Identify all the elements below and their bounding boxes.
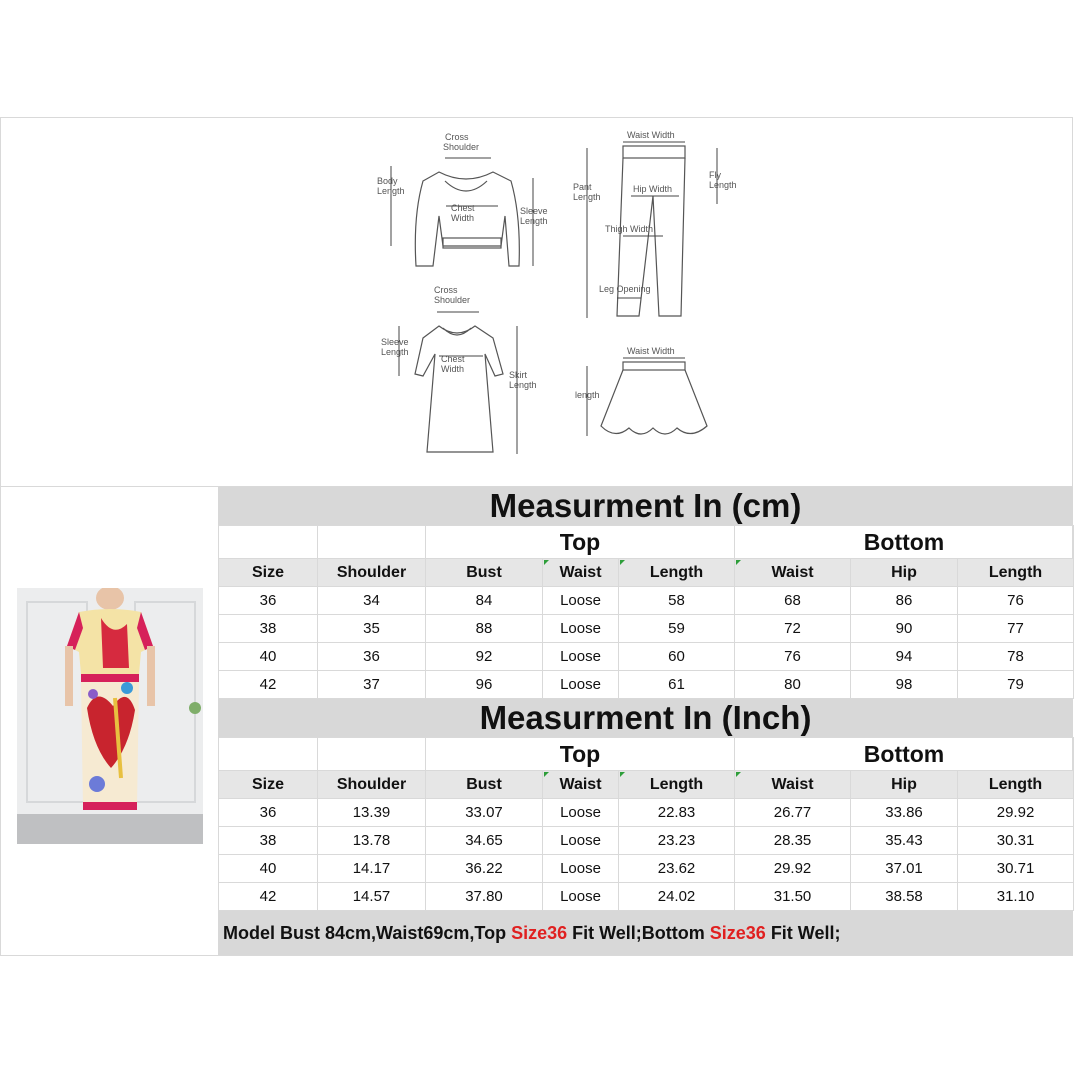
cell-waist-bottom: 31.50: [735, 883, 851, 911]
cell-waist-bottom: 72: [735, 615, 851, 643]
table-row: [219, 615, 1074, 643]
label-dress-chest-width-2: Width: [441, 364, 465, 374]
dress-diagram: [381, 285, 537, 454]
cell-length-bottom: 79: [958, 671, 1074, 699]
label-fly-length-1: Fly: [709, 170, 721, 180]
label-dress-sleeve-length-2: Length: [381, 347, 409, 357]
cell-length-bottom: 76: [958, 587, 1074, 615]
cell-waist-top: Loose: [543, 883, 619, 911]
cm-table-title: Measurment In (cm): [218, 487, 1073, 525]
cell-length-top: 24.02: [619, 883, 735, 911]
table-row: [219, 671, 1074, 699]
cell-bust: 96: [426, 671, 543, 699]
cell-size: 38: [219, 827, 318, 855]
cell-length-bottom: 31.10: [958, 883, 1074, 911]
cell-length-top: 60: [619, 643, 735, 671]
cell-hip: 35.43: [851, 827, 958, 855]
label-cross-shoulder-2: Shoulder: [443, 142, 480, 152]
label-dress-cross-shoulder-1: Cross: [434, 285, 458, 295]
cell-hip: 90: [851, 615, 958, 643]
cell-shoulder: 14.57: [318, 883, 426, 911]
cell-bust: 84: [426, 587, 543, 615]
label-hip-width: Hip Width: [633, 184, 673, 194]
label-dress-chest-width-1: Chest: [441, 354, 465, 364]
label-dress-sleeve-length-1: Sleeve: [381, 337, 409, 347]
cell-size: 36: [219, 587, 318, 615]
cell-bust: 88: [426, 615, 543, 643]
sweater-diagram: [377, 132, 548, 266]
fit-note-top-size: Size36: [511, 923, 568, 943]
cell-shoulder: 13.78: [318, 827, 426, 855]
label-sleeve-length-2: Length: [520, 216, 548, 226]
cell-length-bottom: 30.71: [958, 855, 1074, 883]
inch-group-row: [219, 738, 1074, 771]
table-row: [219, 883, 1074, 911]
cell-waist-top: Loose: [543, 799, 619, 827]
table-row: [219, 587, 1074, 615]
label-skirt-waist-width: Waist Width: [627, 346, 675, 356]
label-dress-cross-shoulder-2: Shoulder: [434, 295, 471, 305]
cm-header-length-top: Length: [619, 559, 735, 587]
inch-header-hip: Hip: [851, 771, 958, 799]
cell-length-bottom: 29.92: [958, 799, 1074, 827]
cell-size: 42: [219, 671, 318, 699]
label-pant-length-2: Length: [573, 192, 601, 202]
cell-length-top: 22.83: [619, 799, 735, 827]
pants-diagram: [573, 130, 737, 318]
cell-length-top: 23.62: [619, 855, 735, 883]
cell-length-top: 58: [619, 587, 735, 615]
table-row: [219, 827, 1074, 855]
inch-header-size: Size: [219, 771, 318, 799]
label-chest-width-1: Chest: [451, 203, 475, 213]
label-skirt-length-1: Skirt: [509, 370, 527, 380]
cell-bust: 33.07: [426, 799, 543, 827]
cell-length-top: 23.23: [619, 827, 735, 855]
cell-waist-top: Loose: [543, 855, 619, 883]
cell-waist-bottom: 29.92: [735, 855, 851, 883]
size-chart-sheet: [0, 117, 1073, 956]
label-pant-length-1: Pant: [573, 182, 592, 192]
fit-note-text-2: Fit Well;Bottom: [567, 923, 710, 943]
cell-waist-top: Loose: [543, 671, 619, 699]
cell-shoulder: 13.39: [318, 799, 426, 827]
cell-hip: 98: [851, 671, 958, 699]
cm-header-size: Size: [219, 559, 318, 587]
cell-hip: 38.58: [851, 883, 958, 911]
cell-shoulder: 35: [318, 615, 426, 643]
label-sleeve-length-1: Sleeve: [520, 206, 548, 216]
inch-header-waist-top: Waist: [543, 771, 619, 799]
cm-header-length-bottom: Length: [958, 559, 1074, 587]
label-cross-shoulder-1: Cross: [445, 132, 469, 142]
cell-length-bottom: 77: [958, 615, 1074, 643]
cell-hip: 86: [851, 587, 958, 615]
label-waist-width: Waist Width: [627, 130, 675, 140]
label-chest-width-2: Width: [451, 213, 475, 223]
cm-header-bust: Bust: [426, 559, 543, 587]
cm-header-row: [219, 559, 1074, 587]
cm-header-waist-top: Waist: [543, 559, 619, 587]
cell-size: 38: [219, 615, 318, 643]
fit-note-text-3: Fit Well;: [765, 923, 841, 943]
label-skirt-length: length: [575, 390, 600, 400]
measurement-diagrams: [1, 118, 1073, 487]
fit-note-text-1: Model Bust 84cm,Waist69cm,Top: [223, 923, 512, 943]
cell-waist-top: Loose: [543, 615, 619, 643]
label-fly-length-2: Length: [709, 180, 737, 190]
inch-group-bottom: Bottom: [735, 738, 1074, 771]
cell-length-top: 59: [619, 615, 735, 643]
cell-waist-top: Loose: [543, 827, 619, 855]
cell-size: 42: [219, 883, 318, 911]
cell-bust: 92: [426, 643, 543, 671]
cell-waist-bottom: 76: [735, 643, 851, 671]
inch-header-waist-bottom: Waist: [735, 771, 851, 799]
inch-size-table: [218, 737, 1074, 911]
label-skirt-length-2: Length: [509, 380, 537, 390]
cell-size: 36: [219, 799, 318, 827]
model-photo-illustration: [17, 588, 203, 844]
inch-header-bust: Bust: [426, 771, 543, 799]
cell-size: 40: [219, 643, 318, 671]
cell-length-bottom: 30.31: [958, 827, 1074, 855]
label-thigh-width: Thigh Width: [605, 224, 654, 234]
inch-header-shoulder: Shoulder: [318, 771, 426, 799]
cell-shoulder: 36: [318, 643, 426, 671]
cell-hip: 33.86: [851, 799, 958, 827]
cell-shoulder: 37: [318, 671, 426, 699]
cell-waist-bottom: 26.77: [735, 799, 851, 827]
size-tables: [218, 487, 1073, 956]
cm-group-top: Top: [426, 526, 735, 559]
cell-waist-bottom: 80: [735, 671, 851, 699]
cell-bust: 37.80: [426, 883, 543, 911]
label-body-length-2: Length: [377, 186, 405, 196]
cm-header-waist-bottom: Waist: [735, 559, 851, 587]
cm-group-row: [219, 526, 1074, 559]
cell-shoulder: 34: [318, 587, 426, 615]
skirt-diagram: [575, 346, 707, 436]
table-row: [219, 643, 1074, 671]
cell-waist-top: Loose: [543, 643, 619, 671]
inch-header-length-bottom: Length: [958, 771, 1074, 799]
inch-group-top: Top: [426, 738, 735, 771]
model-photo-cell: [1, 487, 219, 956]
cm-group-bottom: Bottom: [735, 526, 1074, 559]
cell-size: 40: [219, 855, 318, 883]
cell-shoulder: 14.17: [318, 855, 426, 883]
model-fit-note: [218, 911, 1073, 955]
cell-waist-bottom: 28.35: [735, 827, 851, 855]
cell-bust: 34.65: [426, 827, 543, 855]
cm-header-hip: Hip: [851, 559, 958, 587]
cm-size-table: [218, 525, 1074, 699]
inch-table-title: Measurment In (Inch): [218, 699, 1073, 737]
cell-hip: 94: [851, 643, 958, 671]
table-row: [219, 855, 1074, 883]
cell-hip: 37.01: [851, 855, 958, 883]
table-row: [219, 799, 1074, 827]
cell-length-bottom: 78: [958, 643, 1074, 671]
cell-waist-top: Loose: [543, 587, 619, 615]
cell-waist-bottom: 68: [735, 587, 851, 615]
inch-header-length-top: Length: [619, 771, 735, 799]
label-body-length-1: Body: [377, 176, 398, 186]
cm-header-shoulder: Shoulder: [318, 559, 426, 587]
label-leg-opening: Leg Opening: [599, 284, 651, 294]
cell-length-top: 61: [619, 671, 735, 699]
garment-diagram-illustration: [361, 126, 761, 471]
fit-note-bottom-size: Size36: [709, 923, 766, 943]
model-photo: [17, 588, 203, 844]
cell-bust: 36.22: [426, 855, 543, 883]
inch-header-row: [219, 771, 1074, 799]
